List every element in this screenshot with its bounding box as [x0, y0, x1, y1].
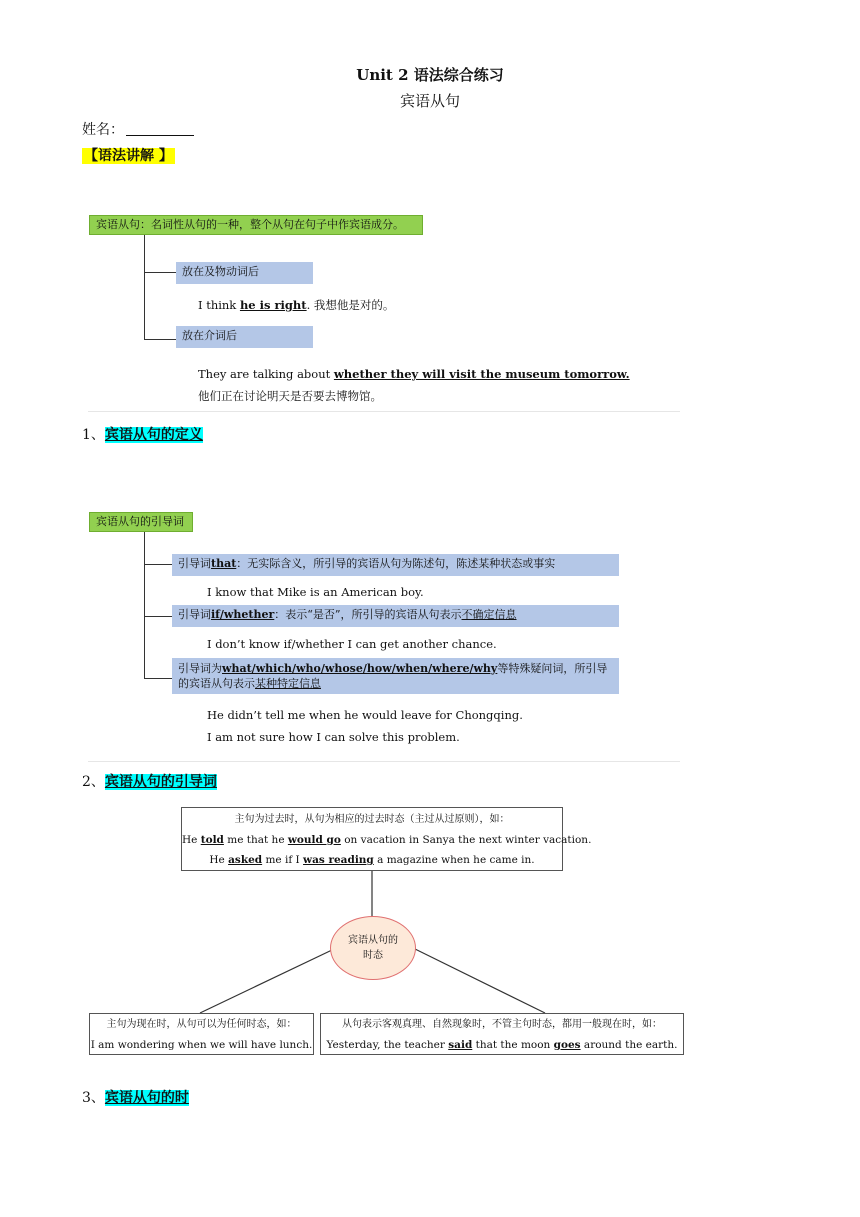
- example-sentence: He didn’t tell me when he would leave for Chongqing.: [207, 708, 523, 722]
- example-text: me that he: [223, 834, 288, 846]
- example-text: that the moon: [472, 1039, 554, 1051]
- example-highlight: said: [448, 1039, 473, 1051]
- ellipse-text: 时态: [363, 950, 383, 961]
- connectives-root-box: 宾语从句的引导词: [89, 512, 193, 532]
- tense-rule-present: [89, 1013, 314, 1055]
- section-heading-3: [82, 1087, 189, 1107]
- name-label: 姓名：: [82, 122, 124, 138]
- example-highlight: was reading: [303, 854, 374, 866]
- example-text: He: [182, 834, 201, 846]
- example-text: They are talking about: [198, 367, 334, 381]
- branch-text: 引导词为: [178, 662, 222, 675]
- example-text: a magazine when he came in.: [373, 854, 535, 866]
- tense-center-ellipse: [330, 916, 416, 980]
- example-highlight: would go: [287, 834, 341, 846]
- section-label: 宾语从句的时: [104, 1090, 189, 1106]
- section-number: 3、: [82, 1090, 105, 1106]
- tense-rule-past: [181, 807, 592, 871]
- example-text: on vacation in Sanya the next winter vacation.: [340, 834, 592, 846]
- branch-text: 引导词: [178, 557, 211, 570]
- rule-text: 主句为现在时，从句可以为任何时态，如：: [106, 1019, 297, 1030]
- grammar-tag-label: 【语法讲解 】: [84, 148, 173, 164]
- tense-rule-truth: [320, 1013, 684, 1055]
- branch-keyword: if/whether: [211, 608, 275, 621]
- page-title: Unit 2 语法综合练习: [356, 66, 504, 84]
- example-sentence: [182, 850, 562, 870]
- example-text: He: [209, 854, 229, 866]
- example-highlight: asked: [228, 854, 263, 866]
- example-text: I think: [198, 298, 240, 312]
- definition-box: 宾语从句：名词性从句的一种，整个从句在句子中作宾语成分。: [89, 215, 423, 235]
- example-text: Yesterday, the teacher: [326, 1039, 449, 1051]
- example-sentence: I am not sure how I can solve this problem.: [207, 730, 460, 744]
- section-number: 2、: [82, 774, 105, 790]
- branch-text: 等特殊疑问词，所引导的宾语从句表示: [178, 662, 608, 690]
- rule-text: 主句为过去时，从句为相应的过去时态（主过从过原则），如：: [234, 814, 510, 825]
- example-text: me if I: [262, 854, 304, 866]
- section-number: 1、: [82, 427, 105, 443]
- branch-preposition: 放在介词后: [176, 326, 313, 348]
- branch-keyword: what/which/who/whose/how/when/where/why: [222, 662, 498, 675]
- section-label: 宾语从句的引导词: [104, 774, 217, 790]
- branch-keyword: that: [211, 557, 237, 570]
- example-sentence: I am wondering when we will have lunch.: [90, 1039, 313, 1051]
- example-translation: 他们正在讨论明天是否要去博物馆。: [198, 389, 382, 403]
- branch-transitive-verb: 放在及物动词后: [176, 262, 313, 284]
- example-highlight: told: [200, 834, 224, 846]
- example-highlight: whether they will visit the museum tomorrow.: [333, 367, 630, 381]
- example-sentence: [182, 830, 592, 850]
- rule-text: 从句表示客观真理、自然现象时，不管主句时态，都用一般现在时，如：: [342, 1019, 662, 1030]
- ellipse-text: 宾语从句的: [348, 935, 398, 946]
- example-text: around the earth.: [580, 1039, 678, 1051]
- branch-text: ：无实际含义，所引导的宾语从句为陈述句，陈述某种状态或事实: [236, 557, 556, 570]
- branch-text: ：表示“是否”，所引导的宾语从句表示: [274, 608, 462, 621]
- branch-text: 引导词: [178, 608, 211, 621]
- example-text: . 我想他是对的。: [306, 298, 395, 312]
- example-sentence: [321, 1035, 683, 1055]
- page-subtitle: 宾语从句: [399, 92, 460, 110]
- example-highlight: he is right: [239, 298, 307, 312]
- example-sentence: I don’t know if/whether I can get another chance.: [207, 637, 497, 651]
- example-highlight: goes: [553, 1039, 581, 1051]
- section-label: 宾语从句的定义: [104, 427, 203, 443]
- branch-underlined: 不确定信息: [461, 608, 517, 621]
- example-sentence: I know that Mike is an American boy.: [207, 585, 424, 599]
- branch-underlined: 某种特定信息: [255, 677, 321, 690]
